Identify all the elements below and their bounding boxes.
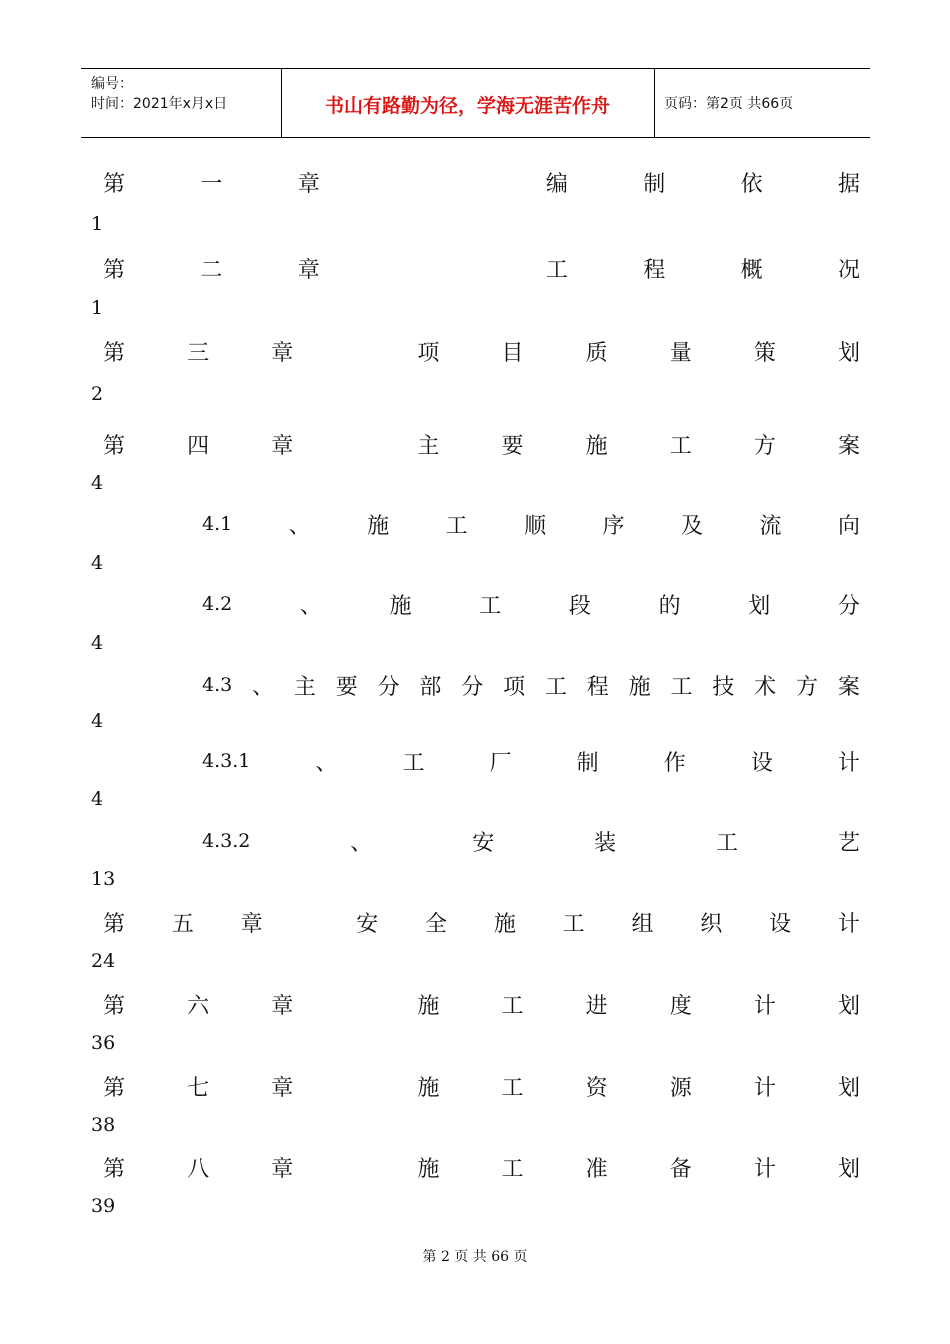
toc-entry-char: 第 bbox=[103, 433, 126, 459]
toc-entry-char: 分 bbox=[837, 593, 860, 619]
toc-entry-char: 织 bbox=[700, 911, 723, 937]
header-page-number: 页码：第2页 共66页 bbox=[664, 96, 794, 112]
toc-entry-char: 方 bbox=[796, 674, 819, 700]
toc-entry-char: 七 bbox=[187, 1075, 210, 1101]
toc-entry-char: 全 bbox=[425, 911, 448, 937]
toc-entry-char: 四 bbox=[187, 433, 210, 459]
toc-entry-char: 方 bbox=[753, 433, 776, 459]
toc-page-number: 13 bbox=[91, 868, 116, 890]
toc-entry-char: 第 bbox=[103, 1075, 126, 1101]
toc-entry-char: 、 bbox=[350, 830, 373, 856]
toc-entry-char: 第 bbox=[103, 171, 126, 197]
toc-entry-char: 流 bbox=[759, 513, 782, 539]
toc-entry-char: 章 bbox=[271, 1075, 294, 1101]
toc-entry-char: 一 bbox=[200, 171, 223, 197]
toc-entry-char: 施 bbox=[367, 513, 390, 539]
toc-entry-char: 装 bbox=[594, 830, 617, 856]
toc-entry-char: 主 bbox=[293, 674, 316, 700]
toc-entry-char: 工 bbox=[445, 513, 468, 539]
toc-entry-char: 施 bbox=[417, 993, 440, 1019]
toc-entry-char: 章 bbox=[271, 1156, 294, 1182]
toc-entry-char: 三 bbox=[187, 340, 210, 366]
serial-label: 编号： bbox=[91, 76, 133, 92]
toc-page-number: 39 bbox=[91, 1195, 116, 1217]
toc-entry-char: 概 bbox=[740, 257, 763, 283]
toc-entry-char: 度 bbox=[669, 993, 692, 1019]
toc-entry-char: 施 bbox=[585, 433, 608, 459]
page-footer: 第 2 页 共 66 页 bbox=[422, 1249, 528, 1265]
toc-entry-char: 第 bbox=[103, 257, 126, 283]
toc-entry-char: 艺 bbox=[837, 830, 860, 856]
toc-entry-char: 备 bbox=[669, 1156, 692, 1182]
toc-entry-char: 工 bbox=[670, 674, 693, 700]
toc-entry bbox=[103, 1071, 860, 1101]
toc-entry-char: 五 bbox=[171, 911, 194, 937]
toc-entry-char: 及 bbox=[681, 513, 704, 539]
toc-entry-char: 工 bbox=[402, 750, 425, 776]
toc-entry-char: 第 bbox=[103, 911, 126, 937]
toc-entry-char: 八 bbox=[187, 1156, 210, 1182]
toc-entry-char: 施 bbox=[628, 674, 651, 700]
toc-entry-char: 工 bbox=[479, 593, 502, 619]
header-divider bbox=[654, 69, 655, 137]
toc-entry bbox=[103, 253, 860, 283]
toc-entry-char: 章 bbox=[271, 993, 294, 1019]
toc-page-number: 38 bbox=[91, 1114, 116, 1136]
toc-entry-char: 划 bbox=[837, 993, 860, 1019]
toc-entry bbox=[202, 746, 860, 776]
toc-entry-char: 源 bbox=[669, 1075, 692, 1101]
toc-page-number: 4 bbox=[91, 632, 104, 654]
toc-entry-char: 序 bbox=[602, 513, 625, 539]
toc-entry-char: 第 bbox=[103, 1156, 126, 1182]
toc-entry-char: 4.2 bbox=[202, 593, 233, 615]
toc-entry-char: 案 bbox=[837, 674, 860, 700]
toc-entry-char: 4.3.2 bbox=[202, 830, 251, 852]
toc-page-number: 4 bbox=[91, 472, 104, 494]
toc-entry bbox=[103, 1152, 860, 1182]
toc-entry-char: 要 bbox=[335, 674, 358, 700]
toc-entry-char: 第 bbox=[103, 993, 126, 1019]
toc-entry-char: 工 bbox=[669, 433, 692, 459]
toc-entry-char: 划 bbox=[837, 340, 860, 366]
toc-entry-char: 划 bbox=[837, 1156, 860, 1182]
toc-entry-char: 的 bbox=[658, 593, 681, 619]
toc-entry-char: 段 bbox=[568, 593, 591, 619]
toc-entry-char: 工 bbox=[501, 1156, 524, 1182]
toc-entry-char: 准 bbox=[585, 1156, 608, 1182]
toc-entry-char: 依 bbox=[740, 171, 763, 197]
header-left-cell bbox=[91, 74, 227, 114]
toc-entry-char: 向 bbox=[837, 513, 860, 539]
toc-entry-char: 据 bbox=[837, 171, 860, 197]
toc-page-number: 2 bbox=[91, 383, 104, 405]
toc-entry-char: 划 bbox=[748, 593, 771, 619]
toc-entry-char: 、 bbox=[252, 674, 275, 700]
toc-entry-char: 分 bbox=[461, 674, 484, 700]
toc-entry-char: 安 bbox=[472, 830, 495, 856]
toc-entry-char: 、 bbox=[299, 593, 322, 619]
toc-entry-char: 六 bbox=[187, 993, 210, 1019]
toc-entry-char: 编 bbox=[545, 171, 568, 197]
toc-entry-char: 施 bbox=[493, 911, 516, 937]
toc-entry-char: 制 bbox=[576, 750, 599, 776]
toc-entry-char: 工 bbox=[716, 830, 739, 856]
toc-entry-char: 计 bbox=[837, 911, 860, 937]
toc-entry-char: 章 bbox=[271, 433, 294, 459]
toc-entry-char: 章 bbox=[297, 257, 320, 283]
toc-entry-char: 程 bbox=[586, 674, 609, 700]
toc-entry-char: 施 bbox=[417, 1156, 440, 1182]
date-text: 时间：2021年x月x日 bbox=[91, 96, 228, 112]
toc-entry bbox=[103, 907, 860, 937]
toc-entry-char: 计 bbox=[753, 1156, 776, 1182]
toc-page-number: 4 bbox=[91, 552, 104, 574]
toc-entry-char: 质 bbox=[585, 340, 608, 366]
toc-entry-char: 主 bbox=[417, 433, 440, 459]
toc-entry-char: 施 bbox=[389, 593, 412, 619]
toc-entry bbox=[103, 336, 860, 366]
toc-entry-char: 划 bbox=[837, 1075, 860, 1101]
toc-entry-char: 工 bbox=[501, 993, 524, 1019]
toc-entry-char: 工 bbox=[545, 257, 568, 283]
toc-entry-char: 目 bbox=[501, 340, 524, 366]
toc-entry bbox=[103, 167, 860, 197]
toc-entry-char: 部 bbox=[419, 674, 442, 700]
toc-page-number: 24 bbox=[91, 950, 116, 972]
toc-entry-char: 工 bbox=[562, 911, 585, 937]
toc-entry-char: 要 bbox=[501, 433, 524, 459]
toc-entry-char: 第 bbox=[103, 340, 126, 366]
toc-entry-char: 工 bbox=[501, 1075, 524, 1101]
toc-entry-char: 施 bbox=[417, 1075, 440, 1101]
header-motto: 书山有路勤为径，学海无涯苦作舟 bbox=[324, 95, 610, 117]
toc-entry-char: 4.3 bbox=[202, 674, 233, 696]
toc-page-number: 1 bbox=[91, 297, 104, 319]
toc-entry bbox=[202, 589, 860, 619]
toc-entry-char: 技 bbox=[712, 674, 735, 700]
toc-entry-char: 计 bbox=[753, 1075, 776, 1101]
toc-entry-char: 项 bbox=[417, 340, 440, 366]
toc-entry-char: 章 bbox=[297, 171, 320, 197]
toc-entry-char: 设 bbox=[750, 750, 773, 776]
toc-page-number: 1 bbox=[91, 213, 104, 235]
toc-entry-char: 分 bbox=[377, 674, 400, 700]
toc-entry-char: 制 bbox=[643, 171, 666, 197]
toc-entry-char: 顺 bbox=[524, 513, 547, 539]
toc-entry bbox=[103, 429, 860, 459]
toc-entry-char: 、 bbox=[315, 750, 338, 776]
toc-entry-char: 、 bbox=[288, 513, 311, 539]
toc-entry-char: 案 bbox=[837, 433, 860, 459]
toc-page-number: 4 bbox=[91, 788, 104, 810]
toc-page-number: 4 bbox=[91, 710, 104, 732]
toc-entry-char: 作 bbox=[663, 750, 686, 776]
toc-entry-char: 况 bbox=[837, 257, 860, 283]
toc-entry-char: 计 bbox=[753, 993, 776, 1019]
toc-entry-char: 设 bbox=[769, 911, 792, 937]
toc-entry bbox=[202, 670, 860, 700]
toc-entry-char: 程 bbox=[643, 257, 666, 283]
toc-entry-char: 安 bbox=[356, 911, 379, 937]
toc-entry-char: 策 bbox=[753, 340, 776, 366]
toc-entry-char: 计 bbox=[837, 750, 860, 776]
toc-entry-char: 资 bbox=[585, 1075, 608, 1101]
toc-entry-char: 工 bbox=[544, 674, 567, 700]
toc-entry-char: 章 bbox=[271, 340, 294, 366]
toc-entry-char: 厂 bbox=[489, 750, 512, 776]
toc-entry bbox=[202, 509, 860, 539]
toc-entry-char: 4.3.1 bbox=[202, 750, 251, 772]
header-table bbox=[81, 68, 870, 138]
toc-entry-char: 项 bbox=[503, 674, 526, 700]
toc-entry bbox=[103, 989, 860, 1019]
toc-entry-char: 二 bbox=[200, 257, 223, 283]
toc-entry bbox=[202, 826, 860, 856]
toc-page-number: 36 bbox=[91, 1032, 116, 1054]
toc-entry-char: 进 bbox=[585, 993, 608, 1019]
toc-entry-char: 章 bbox=[240, 911, 263, 937]
toc-entry-char: 量 bbox=[669, 340, 692, 366]
toc-entry-char: 组 bbox=[631, 911, 654, 937]
toc-entry-char: 4.1 bbox=[202, 513, 233, 535]
toc-entry-char: 术 bbox=[754, 674, 777, 700]
